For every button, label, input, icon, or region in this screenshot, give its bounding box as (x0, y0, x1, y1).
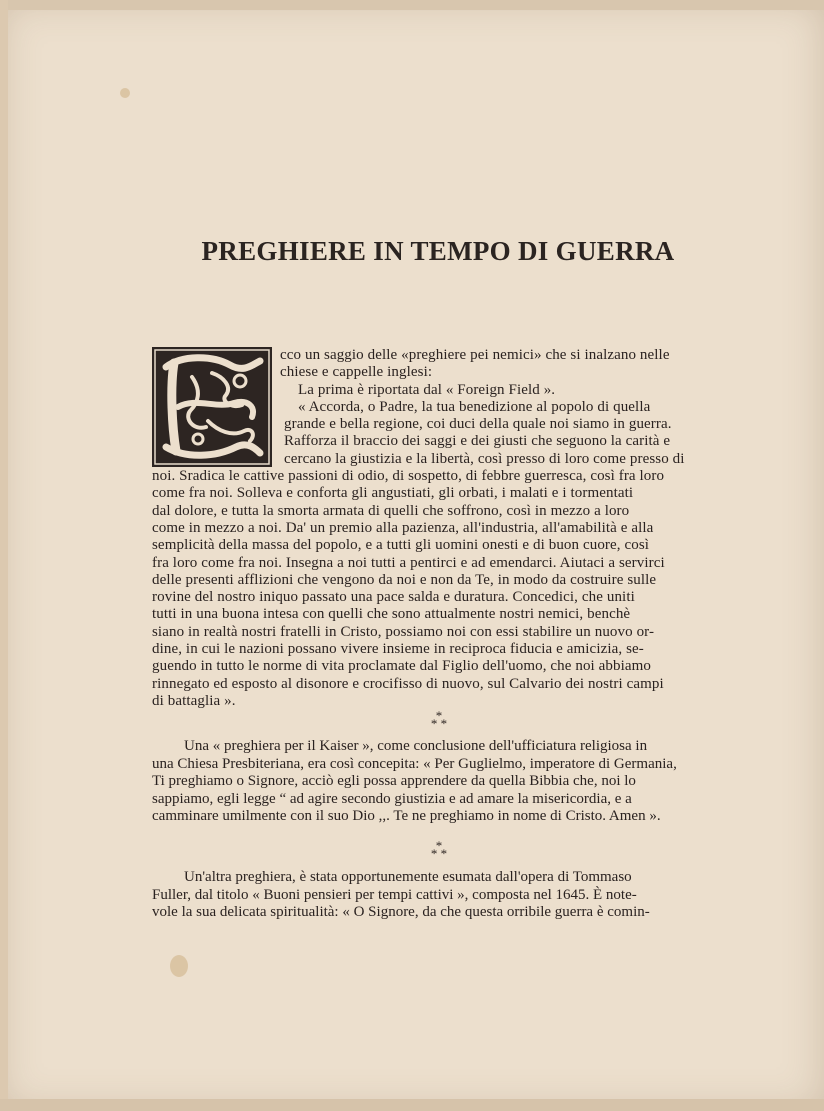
paragraph-prayer-enemies (152, 347, 726, 710)
text-line: rinnegato ed esposto al disonore e crocifisso di nuovo, sul Calvario dei nostri campi (152, 675, 664, 692)
text-line: dal dolore, e tutta la smorta armata di quelli che soffrono, così in mezzo a loro (152, 502, 630, 519)
text-line: sappiamo, egli legge “ ad agire secondo giustizia e ad amare la misericordia, e a (152, 790, 632, 807)
text-line: noi. Sradica le cattive passioni di odio, di sospetto, di febbre guerresca, così fra loro (152, 468, 665, 485)
text-line: siano in realtà nostri fratelli in Cristo, possiamo noi con essi stabilire un nuovo or- (152, 623, 655, 640)
text-line: come fra noi. Solleva e conforta gli angustiati, gli orbati, i malati e i tormentati (152, 485, 634, 502)
text-line: La prima è riportata dal « Foreign Field ». (298, 381, 556, 398)
text-line: Fuller, dal titolo « Buoni pensieri per tempi cattivi », composta nel 1645. È note- (152, 886, 637, 903)
text-line: cercano la giustizia e la libertà, così presso di loro come presso di (284, 450, 685, 467)
paragraph-prayer-kaiser (152, 738, 726, 826)
foxing-spot (120, 88, 130, 98)
page-bottom-edge (0, 1099, 824, 1111)
page-title: PREGHIERE IN TEMPO DI GUERRA (201, 236, 675, 266)
page-top-edge (0, 0, 824, 10)
text-line: tutti in una buona intesa con quelli che sono attualmente nostri nemici, benchè (152, 606, 631, 623)
text-line: rovine del nostro iniquo passato una pace salda e duratura. Concedici, che uniti (152, 589, 635, 606)
text-line: di battaglia ». (152, 692, 236, 709)
text-line: semplicità della massa del popolo, e a tutti gli uomini onesti e di buon cuore, così (152, 537, 650, 554)
text-line: delle presenti afflizioni che vengono da noi e non da Te, in modo da costruire sulle (152, 571, 657, 588)
paragraph-fuller-prayer (152, 869, 726, 922)
section-separator-asterism: * * * (430, 838, 448, 861)
page-left-edge (0, 0, 8, 1111)
text-line: come in mezzo a noi. Da' un premio alla pazienza, all'industria, all'amabilità e alla (152, 519, 654, 536)
foxing-spot (170, 955, 188, 977)
text-line: cco un saggio delle «preghiere pei nemici» che si inalzano nelle (280, 347, 670, 363)
text-line: vole la sua delicata spiritualità: « O Signore, da che questa orribile guerra è comin- (152, 904, 650, 920)
text-line: una Chiesa Presbiteriana, era così concepita: « Per Guglielmo, imperatore di Germania, (152, 755, 677, 772)
text-line: camminare umilmente con il suo Dio ,,. Te ne preghiamo in nome di Cristo. Amen ». (152, 808, 661, 824)
text-line: chiese e cappelle inglesi: (280, 364, 433, 381)
text-line: guendo in tutto le norme di vita proclamate dal Figlio dell'uomo, che noi abbiamo (152, 658, 652, 675)
text-line: grande e bella regione, coi duci della quale noi siamo in guerra. (284, 416, 672, 433)
section-separator-asterism: * * * (430, 708, 448, 731)
text-line: fra loro come fra noi. Insegna a noi tutti a pentirci e ad emendarci. Aiutaci a servirci (152, 554, 665, 571)
text-line: Rafforza il braccio dei saggi e dei giusti che seguono la carità e (284, 433, 671, 450)
text-line: Ti preghiamo o Signore, acciò egli possa apprendere da quella Bibbia che, noi lo (152, 773, 636, 789)
text-line: « Accorda, o Padre, la tua benedizione al popolo di quella (298, 398, 651, 415)
text-line: Una « preghiera per il Kaiser », come conclusione dell'ufficiatura religiosa in (184, 738, 648, 754)
text-line: dine, in cui le nazioni possano vivere insieme in reciproca fiducia e amicizia, se- (152, 641, 644, 658)
text-line: Un'altra preghiera, è stata opportunemente esumata dall'opera di Tommaso (184, 869, 632, 885)
